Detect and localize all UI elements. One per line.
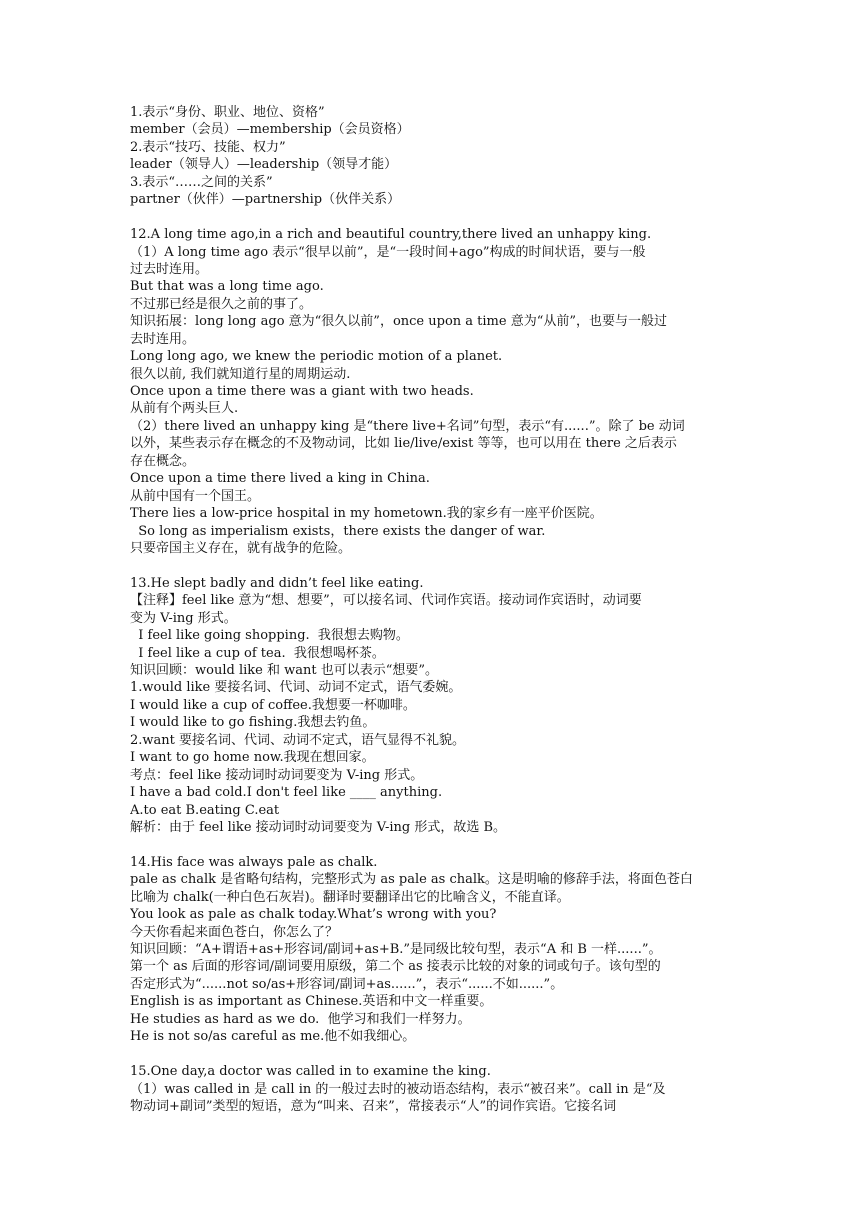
text-line: 从前有个两头巨人.	[130, 401, 239, 417]
text-line: 第一个 as 后面的形容词/副词要用原级，第二个 as 接表示比较的对象的词或句子。该句型的	[130, 959, 661, 975]
text-line: leader（领导人）—leadership（领导才能）	[130, 157, 398, 173]
text-line: 14.His face was always pale as chalk.	[130, 854, 378, 870]
paragraph-gap	[130, 557, 732, 574]
text-line: I feel like a cup of tea. 我很想喝杯茶。	[130, 645, 385, 661]
text-line: 比喻为 chalk(一种白色石灰岩)。翻译时要翻译出它的比喻含义，不能直译。	[130, 889, 570, 905]
text-line: I would like a cup of coffee.我想要一杯咖啡。	[130, 697, 416, 713]
text-line: 过去时连用。	[130, 261, 209, 277]
text-line: 不过那已经是很久之前的事了。	[130, 296, 313, 312]
text-line: So long as imperialism exists，there exists the danger of war.	[130, 523, 546, 539]
text-line: 只要帝国主义存在，就有战争的危险。	[130, 540, 352, 556]
text-line: But that was a long time ago.	[130, 279, 324, 295]
text-line: 今天你看起来面色苍白，你怎么了？	[130, 924, 339, 940]
text-line: He is not so/as careful as me.他不如我细心。	[130, 1029, 416, 1045]
text-line: 2.want 要接名词、代词、动词不定式，语气显得不礼貌。	[130, 732, 466, 748]
text-line: He studies as hard as we do. 他学习和我们一样努力。	[130, 1011, 471, 1027]
paragraph-gap	[130, 836, 732, 853]
text-line: 从前中国有一个国王。	[130, 488, 261, 504]
text-line: 否定形式为“......not so/as+形容词/副词+as......”，表示“......不如......”。	[130, 976, 564, 992]
text-line: 去时连用。	[130, 331, 196, 347]
text-line: 解析：由于 feel like 接动词时动词要变为 V-ing 形式，故选 B。	[130, 819, 507, 835]
document-page	[130, 104, 732, 1115]
text-line: You look as pale as chalk today.What’s wrong with you?	[130, 907, 497, 923]
text-line: 12.A long time ago,in a rich and beautiful country,there lived an unhappy king.	[130, 227, 652, 243]
text-line: 存在概念。	[130, 453, 196, 469]
text-line: 13.He slept badly and didn’t feel like eating.	[130, 575, 424, 591]
text-line: 知识回顾：would like 和 want 也可以表示“想要”。	[130, 663, 438, 678]
text-line: Once upon a time there lived a king in China.	[130, 471, 430, 487]
text-line: I have a bad cold.I don't feel like ____ anything.	[130, 785, 443, 801]
text-line: 物动词+副词”类型的短语，意为“叫来、召来”，常接表示“人”的词作宾语。它接名词	[130, 1098, 617, 1114]
text-line: English is as important as Chinese.英语和中文一样重要。	[130, 994, 493, 1010]
text-line: 3.表示“……之间的关系”	[130, 174, 273, 190]
paragraph-gap	[130, 209, 732, 226]
text-line: （2）there lived an unhappy king 是“there live+名词”句型，表示“有......”。除了 be 动词	[130, 418, 685, 434]
text-line: I want to go home now.我现在想回家。	[130, 750, 375, 766]
text-line: A.to eat B.eating C.eat	[130, 802, 280, 818]
text-line: 1.would like 要接名词、代词、动词不定式，语气委婉。	[130, 680, 462, 696]
paragraph-gap	[130, 1046, 732, 1063]
text-line: 变为 V-ing 形式。	[130, 610, 237, 626]
text-line: member（会员）—membership（会员资格）	[130, 122, 410, 138]
text-line: 2.表示“技巧、技能、权力”	[130, 139, 286, 155]
text-line: Long long ago, we knew the periodic motion of a planet.	[130, 349, 503, 365]
text-line: There lies a low-price hospital in my hometown.我的家乡有一座平价医院。	[130, 506, 603, 522]
text-line: pale as chalk 是省略句结构，完整形式为 as pale as chalk。这是明喻的修辞手法，将面色苍白	[130, 872, 693, 888]
text-line: 知识回顾：“A+谓语+as+形容词/副词+as+B.”是同级比较句型，表示“A 和 B 一样......”。	[130, 942, 662, 957]
text-line: I would like to go fishing.我想去钓鱼。	[130, 715, 376, 731]
text-line: I feel like going shopping. 我很想去购物。	[130, 628, 409, 644]
text-line: 15.One day,a doctor was called in to examine the king.	[130, 1064, 491, 1080]
text-line: partner（伙伴）—partnership（伙伴关系）	[130, 192, 401, 208]
text-line: （1）A long time ago 表示“很早以前”，是“一段时间+ago”构成的时间状语，要与一般	[130, 244, 646, 260]
text-line: 以外，某些表示存在概念的不及物动词，比如 lie/live/exist 等等，也可以用在 there 之后表示	[130, 436, 677, 452]
text-line: 【注释】feel like 意为“想、想要”，可以接名词、代词作宾语。接动词作宾语时，动词要	[130, 593, 642, 609]
text-line: 考点：feel like 接动词时动词要变为 V-ing 形式。	[130, 767, 424, 783]
text-line: 知识拓展：long long ago 意为“很久以前”，once upon a time 意为“从前”，也要与一般过	[130, 314, 667, 330]
text-line: 1.表示“身份、职业、地位、资格”	[130, 105, 325, 120]
text-line: 很久以前, 我们就知道行星的周期运动.	[130, 366, 351, 382]
text-line: Once upon a time there was a giant with two heads.	[130, 384, 474, 399]
text-line: （1）was called in 是 call in 的一般过去时的被动语态结构，表示“被召来”。call in 是“及	[130, 1081, 666, 1097]
